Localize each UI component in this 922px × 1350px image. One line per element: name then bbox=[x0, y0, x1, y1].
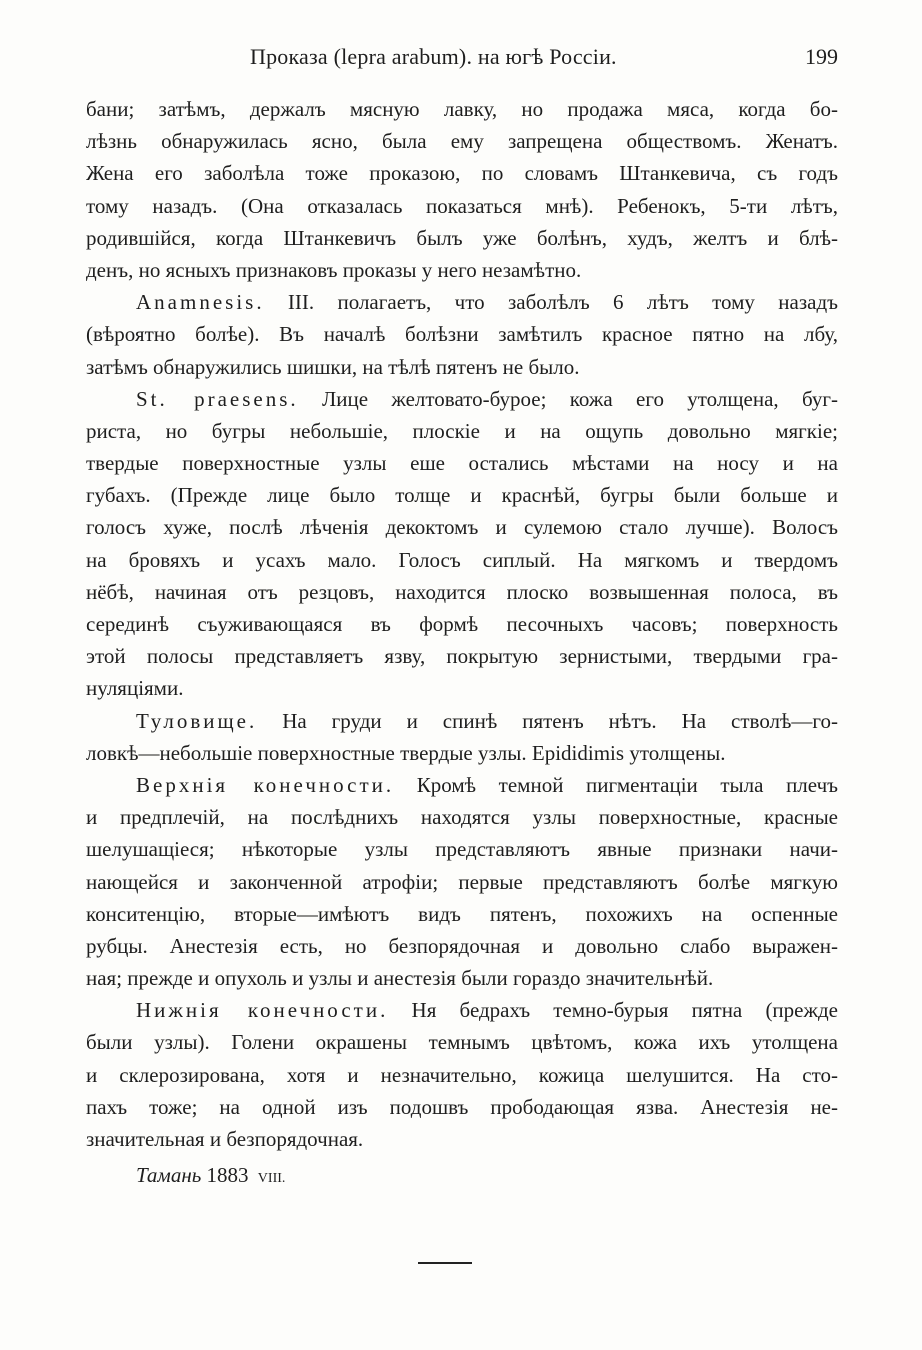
text-fragment: III. полагаетъ, что заболѣлъ 6 лѣтъ тому назадъ bbox=[287, 290, 838, 315]
text-line: ная; прежде и опухоль и узлы и анестезія были гораздо значительнѣй. bbox=[86, 966, 714, 991]
text-line: и склерозирована, хотя и незначительно, кожица шелушится. На сто- bbox=[86, 1062, 838, 1087]
page-number: 199 bbox=[805, 44, 838, 69]
body-text bbox=[86, 93, 838, 1191]
paragraph-lower-limbs bbox=[86, 994, 838, 1026]
text-line: родившійся, когда Штанкевичъ былъ уже болѣнъ, худъ, желтъ и блѣ- bbox=[86, 225, 838, 250]
text-line: конситенцію, вторые—имѣютъ видъ пятенъ, похожихъ на оспенные bbox=[86, 901, 838, 926]
text-line: денъ, но ясныхъ признаковъ проказы у него незамѣтно. bbox=[86, 257, 582, 282]
text-line: нёбѣ, начиная отъ резцовъ, находится плоско возвышенная полоса, въ bbox=[86, 579, 838, 604]
end-rule bbox=[418, 1262, 472, 1264]
text-line: Жена его заболѣла тоже проказою, по словамъ Штанкевича, съ годъ bbox=[86, 161, 838, 186]
text-line: бани; затѣмъ, держалъ мясную лавку, но продажа мяса, когда бо- bbox=[86, 97, 838, 121]
paragraph-torso bbox=[86, 705, 838, 737]
paragraph-anamnesis bbox=[86, 286, 838, 318]
text-line: затѣмъ обнаружились шишки, на тѣлѣ пятенъ не было. bbox=[86, 354, 580, 379]
text-line: нуляціями. bbox=[86, 676, 184, 701]
text-line: твердые поверхностные узлы еше остались мѣстами на носу и на bbox=[86, 451, 838, 476]
text-line: были узлы). Голени окрашены темнымъ цвѣтомъ, кожа ихъ утолщена bbox=[86, 1030, 838, 1055]
dateline-place: Тамань bbox=[136, 1163, 202, 1188]
text-line: губахъ. (Прежде лице было толще и краснѣй, бугры были больше и bbox=[86, 483, 838, 508]
text-line: рубцы. Анестезія есть, но безпорядочная и довольно слабо выражен- bbox=[86, 933, 838, 958]
section-label: Верхнія конечности. bbox=[136, 772, 395, 797]
text-fragment: Лице желтовато-бурое; кожа его утолщена, буг- bbox=[322, 386, 838, 411]
text-fragment: Кромѣ темной пигментаціи тыла плечъ bbox=[416, 772, 838, 797]
section-label: Туловище. bbox=[136, 708, 258, 733]
dateline bbox=[86, 1159, 838, 1191]
section-label: Нижнія конечности. bbox=[136, 998, 389, 1023]
text-line: риста, но бугры небольшіе, плоскіе и на ощупь довольно мягкіе; bbox=[86, 418, 838, 443]
text-line: пахъ тоже; на одной изъ подошвъ прободающая язва. Анестезія не- bbox=[86, 1094, 838, 1119]
section-label: St. praesens. bbox=[136, 386, 299, 411]
page-header bbox=[82, 44, 842, 78]
text-line: и предплечій, на послѣднихъ находятся узлы поверхностные, красные bbox=[86, 805, 838, 830]
text-line: (вѣроятно болѣе). Въ началѣ болѣзни замѣтилъ красное пятно на лбу, bbox=[86, 322, 838, 347]
section-label: Anamnesis. bbox=[136, 290, 265, 315]
text-line: этой полосы представляетъ язву, покрытую зернистыми, твердыми гра- bbox=[86, 644, 838, 669]
dateline-month: VIII. bbox=[257, 1171, 286, 1187]
text-line: тому назадъ. (Она отказалась показаться мнѣ). Ребенокъ, 5-ти лѣтъ, bbox=[86, 193, 838, 218]
paragraph-upper-limbs bbox=[86, 769, 838, 801]
running-title: Проказа (lepra arabum). на югѣ Россіи. bbox=[250, 44, 617, 69]
text-line: на бровяхъ и усахъ мало. Голосъ сиплый. На мягкомъ и твердомъ bbox=[86, 547, 838, 572]
text-line: нающейся и законченной атрофіи; первые представляютъ болѣе мягкую bbox=[86, 869, 838, 894]
text-line: серединѣ съуживающаяся въ формѣ песочныхъ часовъ; поверхность bbox=[86, 612, 838, 636]
text-line: лѣзнь обнаружилась ясно, была ему запрещена обществомъ. Женатъ. bbox=[86, 129, 838, 154]
text-line: значительная и безпорядочная. bbox=[86, 1127, 364, 1151]
text-line: шелушащіеся; нѣкоторые узлы представляютъ явные признаки начи- bbox=[86, 837, 838, 862]
text-fragment: На груди и спинѣ пятенъ нѣтъ. На стволѣ—го- bbox=[282, 708, 838, 733]
text-line: ловкѣ—небольшіе поверхностные твердые узлы. Epididimis утолщены. bbox=[86, 740, 726, 765]
text-line: голосъ хуже, послѣ лѣченія декоктомъ и сулемою стало лучше). Волосъ bbox=[86, 515, 838, 540]
dateline-year: 1883 bbox=[206, 1163, 249, 1188]
text-fragment: Ня бедрахъ темно-бурыя пятна (прежде bbox=[411, 998, 838, 1023]
paragraph-status-praesens bbox=[86, 383, 838, 415]
